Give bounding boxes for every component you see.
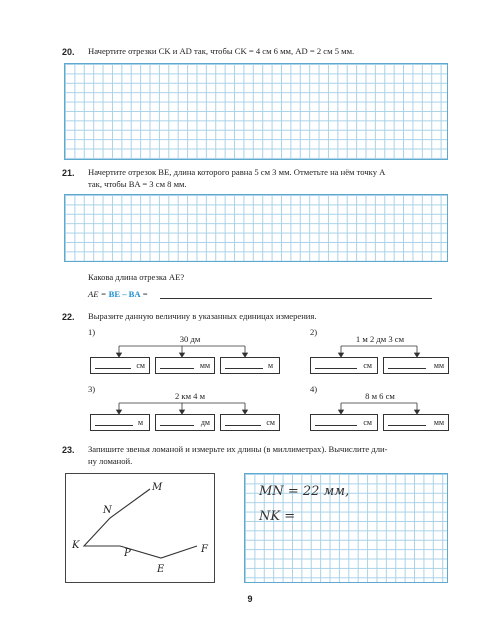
group-2-box-1[interactable] xyxy=(310,357,378,374)
group-1-branches xyxy=(88,344,288,358)
task-21-line1: Начертите отрезок BE, длина которого равна 5 см 3 мм. Отметьте на нём точку A xyxy=(88,167,386,177)
group-2-box-2[interactable] xyxy=(383,357,449,374)
task-23-grid[interactable] xyxy=(244,473,448,583)
point-f-label: F xyxy=(201,544,208,555)
handwriting-mn: MN = 22 мм, xyxy=(259,484,350,499)
group-1-box-1[interactable] xyxy=(90,357,150,374)
answer-lhs: AE = xyxy=(88,289,109,299)
unit-label: м xyxy=(137,418,143,427)
group-4-branches xyxy=(310,401,460,415)
task-23-number: 23. xyxy=(62,445,75,455)
group-2-value: 1 м 2 дм 3 см xyxy=(355,334,405,344)
task-22-text: Выразите данную величину в указанных единицах измерения. xyxy=(88,311,317,321)
page-number: 9 xyxy=(247,594,253,604)
unit-label: мм xyxy=(433,418,444,427)
task-21-answer xyxy=(88,288,148,300)
unit-label: см xyxy=(136,361,145,370)
point-e-label: E xyxy=(157,564,165,575)
group-3-label: 3) xyxy=(88,384,96,394)
task-20-text: Начертите отрезки CK и AD так, чтобы CK = 4 см 6 мм, AD = 2 см 5 мм. xyxy=(88,46,355,56)
handwriting-nk: NK = xyxy=(259,509,296,524)
task-20-grid xyxy=(64,63,448,160)
group-4-box-2[interactable] xyxy=(383,414,449,431)
answer-hint: BE – BA xyxy=(108,289,141,299)
point-m-label: M xyxy=(152,482,163,493)
task-21-number: 21. xyxy=(62,168,75,178)
task-21-answer-line[interactable] xyxy=(160,298,432,299)
unit-label: дм xyxy=(200,418,210,427)
group-1-label: 1) xyxy=(88,327,96,337)
polyline-drawing xyxy=(66,474,214,582)
task-23-line2: ну ломаной. xyxy=(88,456,133,466)
unit-label: мм xyxy=(433,361,444,370)
unit-label: см xyxy=(363,361,372,370)
group-4-box-1[interactable] xyxy=(310,414,378,431)
task-23-line1: Запишите звенья ломаной и измерьте их длины (в миллиметрах). Вычислите дли- xyxy=(88,444,388,454)
answer-eq: = xyxy=(140,289,148,299)
unit-label: м xyxy=(267,361,273,370)
group-2-branches xyxy=(310,344,460,358)
group-3-box-1[interactable] xyxy=(90,414,150,431)
group-3-value: 2 км 4 м xyxy=(174,391,206,401)
group-1-box-3[interactable] xyxy=(220,357,280,374)
point-p-label: P xyxy=(124,548,131,559)
group-4-value: 8 м 6 см xyxy=(365,391,395,401)
group-4-label: 4) xyxy=(310,384,318,394)
group-1-value: 30 дм xyxy=(179,334,201,344)
task-22-number: 22. xyxy=(62,312,75,322)
point-k-label: K xyxy=(72,540,80,551)
task-21-grid xyxy=(64,194,448,262)
group-1-box-2[interactable] xyxy=(155,357,215,374)
group-3-box-3[interactable] xyxy=(220,414,280,431)
group-2-label: 2) xyxy=(310,327,318,337)
group-3-branches xyxy=(88,401,288,415)
task-20-number: 20. xyxy=(62,47,75,57)
unit-label: мм xyxy=(199,361,210,370)
task-21-line2: так, чтобы BA = 3 см 8 мм. xyxy=(88,179,187,189)
polyline-figure xyxy=(65,473,215,583)
task-21-question: Какова длина отрезка AE? xyxy=(88,272,185,282)
point-n-label: N xyxy=(103,505,112,516)
unit-label: см xyxy=(266,418,275,427)
group-3-box-2[interactable] xyxy=(155,414,215,431)
unit-label: см xyxy=(363,418,372,427)
